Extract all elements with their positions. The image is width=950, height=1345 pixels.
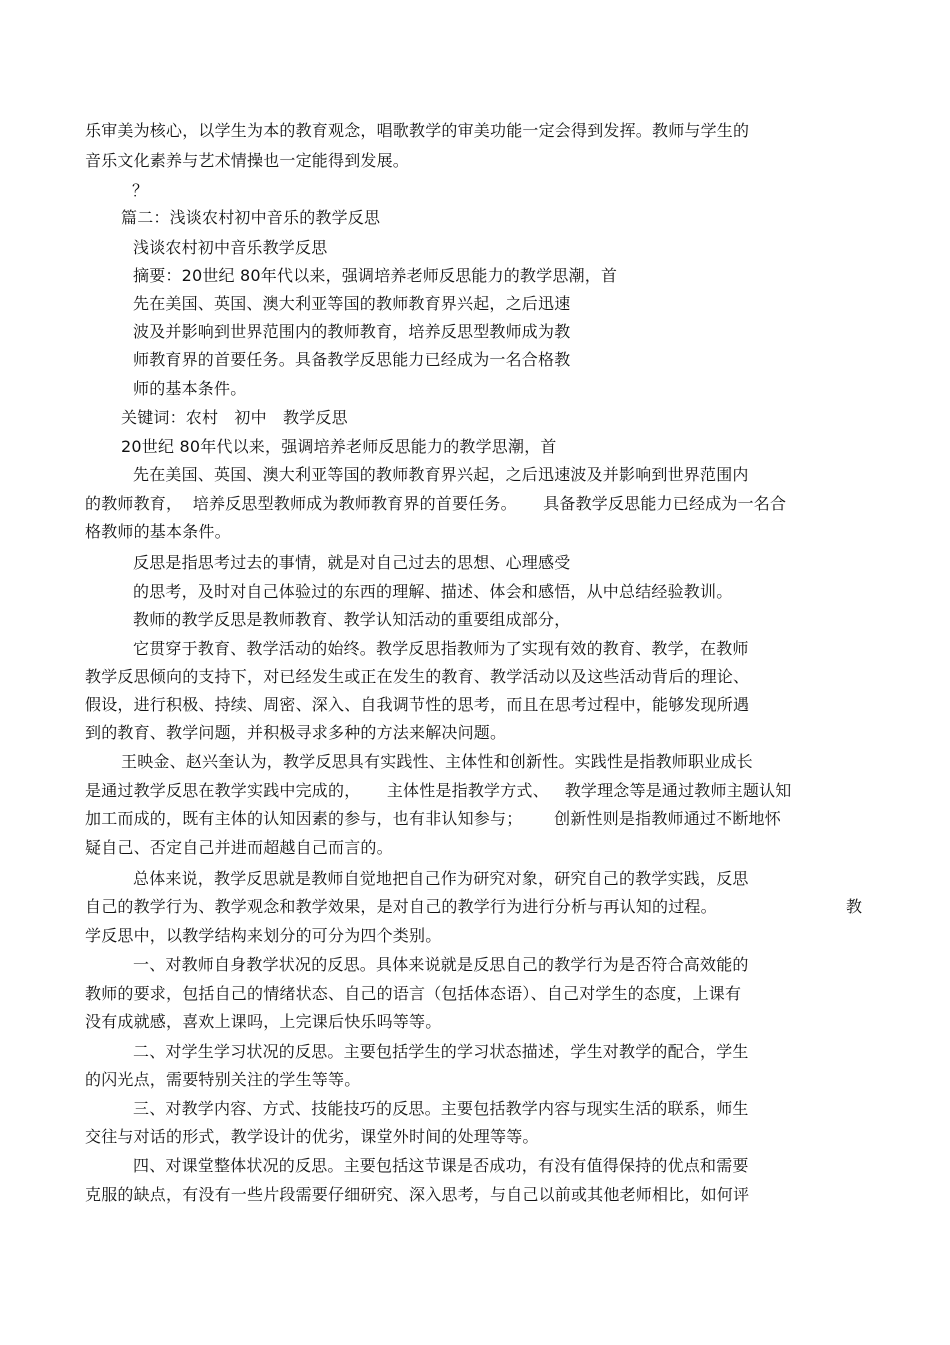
keywords-line: 关键词：农村 初中 教学反思: [121, 408, 348, 427]
text-line: 四、对课堂整体状况的反思。主要包括这节课是否成功，有没有值得保持的优点和需要: [133, 1156, 749, 1175]
text-line: 克服的缺点，有没有一些片段需要仔细研究、深入思考，与自己以前或其他老师相比，如何评: [85, 1185, 750, 1204]
text-line: 加工而成的，既有主体的认知因素的参与，也有非认知参与； 创新性则是指教师通过不断地怀: [85, 809, 781, 828]
text-line: 教学反思倾向的支持下，对已经发生或正在发生的教育、教学活动以及这些活动背后的理论、: [85, 667, 750, 686]
text-line: 的闪光点，需要特别关注的学生等等。: [85, 1070, 361, 1089]
text-line: 假设，进行积极、持续、周密、深入、自我调节性的思考，而且在思考过程中，能够发现所遇: [85, 695, 750, 714]
abstract-line: 师教育界的首要任务。具备教学反思能力已经成为一名合格教: [133, 350, 571, 369]
text-line: 到的教育、教学问题，并积极寻求多种的方法来解决问题。: [85, 723, 507, 742]
text-line: 先在美国、英国、澳大利亚等国的教师教育界兴起，之后迅速波及并影响到世界范围内: [133, 465, 749, 484]
abstract-line: 师的基本条件。: [133, 379, 247, 398]
text-line: 是通过教学反思在教学实践中完成的， 主体性是指教学方式、 教学理念等是通过教师主题认知: [85, 781, 792, 800]
text-line: 的思考，及时对自己体验过的东西的理解、描述、体会和感悟，从中总结经验教训。: [133, 582, 733, 601]
text-line: 20世纪 80年代以来，强调培养老师反思能力的教学思潮，首: [121, 437, 557, 456]
text-line: 反思是指思考过去的事情，就是对自己过去的思想、心理感受: [133, 553, 571, 572]
text-line: 疑自己、否定自己并进而超越自己而言的。: [85, 838, 393, 857]
text-line: 的教师教育， 培养反思型教师成为教师教育界的首要任务。 具备教学反思能力已经成为一名合: [85, 494, 787, 513]
text-line: 教师的教学反思是教师教育、教学认知活动的重要组成部分，: [133, 610, 571, 629]
abstract-line: 波及并影响到世界范围内的教师教育，培养反思型教师成为教: [133, 322, 571, 341]
text-line: 王映金、赵兴奎认为，教学反思具有实践性、主体性和创新性。实践性是指教师职业成长: [121, 752, 753, 771]
text-line: 教师的要求，包括自己的情绪状态、自己的语言（包括体态语）、自己对学生的态度，上课有: [85, 984, 742, 1003]
text-line: ？: [132, 181, 149, 200]
text-line: 总体来说，教学反思就是教师自觉地把自己作为研究对象，研究自己的教学实践，反思: [133, 869, 749, 888]
text-line: 交往与对话的形式，教学设计的优劣，课堂外时间的处理等等。: [85, 1127, 539, 1146]
abstract-line: 先在美国、英国、澳大利亚等国的教师教育界兴起，之后迅速: [133, 294, 571, 313]
text-line: 三、对教学内容、方式、技能技巧的反思。主要包括教学内容与现实生活的联系，师生: [133, 1099, 749, 1118]
abstract-line: 摘要：20世纪 80年代以来，强调培养老师反思能力的教学思潮，首: [133, 266, 618, 285]
text-line: 教: [846, 897, 863, 916]
text-line: 学反思中，以教学结构来划分的可分为四个类别。: [85, 926, 442, 945]
text-line: 没有成就感，喜欢上课吗，上完课后快乐吗等等。: [85, 1012, 442, 1031]
text-line: 它贯穿于教育、教学活动的始终。教学反思指教师为了实现有效的教育、教学，在教师: [133, 639, 749, 658]
text-line: 乐审美为核心，以学生为本的教育观念，唱歌教学的审美功能一定会得到发挥。教师与学生的: [85, 121, 750, 140]
text-line: 二、对学生学习状况的反思。主要包括学生的学习状态描述，学生对教学的配合，学生: [133, 1042, 749, 1061]
text-line: 格教师的基本条件。: [85, 522, 231, 541]
text-line: 自己的教学行为、教学观念和教学效果，是对自己的教学行为进行分析与再认知的过程。: [85, 897, 717, 916]
text-line: 一、对教师自身教学状况的反思。具体来说就是反思自己的教学行为是否符合高效能的: [133, 955, 749, 974]
section-heading: 篇二：浅谈农村初中音乐的教学反思: [121, 208, 381, 227]
article-title: 浅谈农村初中音乐教学反思: [133, 238, 328, 257]
text-line: 音乐文化素养与艺术情操也一定能得到发展。: [85, 151, 410, 170]
